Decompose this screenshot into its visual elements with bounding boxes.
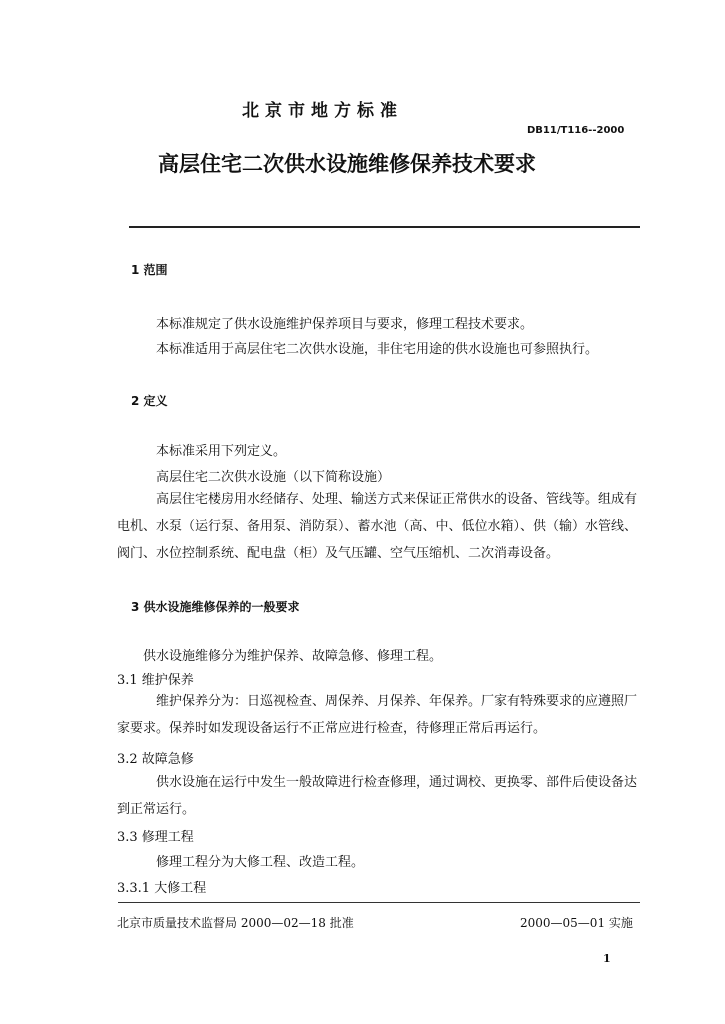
issuing-authority: 北京市地方标准 <box>242 101 403 121</box>
header-divider <box>129 226 640 228</box>
definition-text: 高层住宅楼房用水经储存、处理、输送方式来保证正常供水的设备、管线等。组成有电机、水泵（运行泵、备用泵、消防泵）、蓄水池（高、中、低位水箱）、供（输）水管线、阀门、水位控制系统、配电盘（柜）及气压罐、空气压缩机、二次消毒设备。 <box>117 492 638 561</box>
page-number: 1 <box>603 952 611 965</box>
section-2-heading: 2 定义 <box>131 394 168 408</box>
section-1-paragraph-2: 本标准适用于高层住宅二次供水设施，非住宅用途的供水设施也可参照执行。 <box>156 342 599 357</box>
definition-term: 高层住宅二次供水设施（以下简称设施） <box>156 470 391 485</box>
section-3-3-paragraph: 修理工程分为大修工程、改造工程。 <box>156 855 365 870</box>
section-3-1-heading: 3.1 维护保养 <box>117 673 194 688</box>
section-3-3-1-heading: 3.3.1 大修工程 <box>117 881 207 896</box>
section-3-paragraph-1: 供水设施维修分为维护保养、故障急修、修理工程。 <box>143 649 443 664</box>
section-2-paragraph-1: 本标准采用下列定义。 <box>156 444 287 459</box>
implementation-date: 2000—05—01 实施 <box>520 916 633 930</box>
footer-divider <box>118 902 640 903</box>
section-3-2-heading: 3.2 故障急修 <box>117 752 194 767</box>
section-3-2-paragraph: 供水设施在运行中发生一般故障进行检查修理，通过调校、更换零、部件后使设备达到正常运行。 <box>117 775 638 817</box>
standard-code: DB11/T116--2000 <box>527 125 625 136</box>
section-3-3-heading: 3.3 修理工程 <box>117 830 194 845</box>
approval-date: 北京市质量技术监督局 2000—02—18 批准 <box>117 916 354 930</box>
section-3-heading: 3 供水设施维修保养的一般要求 <box>131 600 300 614</box>
section-3-1-paragraph: 维护保养分为：日巡视检查、周保养、月保养、年保养。厂家有特殊要求的应遵照厂家要求。保养时如发现设备运行不正常应进行检查，待修理正常后再运行。 <box>117 694 638 736</box>
section-1-paragraph-1: 本标准规定了供水设施维护保养项目与要求，修理工程技术要求。 <box>156 317 534 332</box>
document-title: 高层住宅二次供水设施维修保养技术要求 <box>158 152 536 176</box>
section-1-heading: 1 范围 <box>131 263 168 277</box>
